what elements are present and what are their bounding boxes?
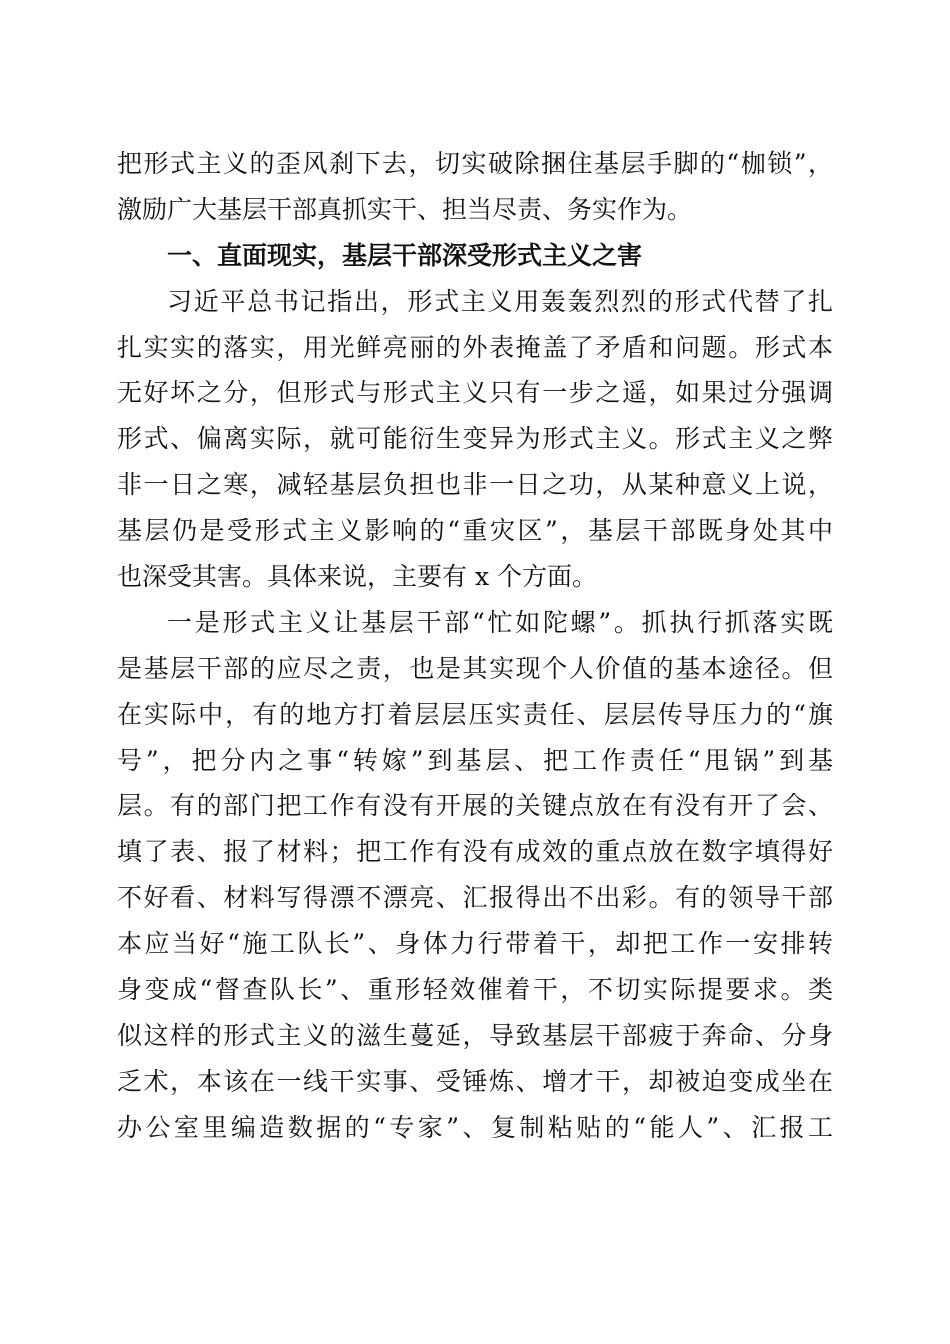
section-heading: 一、直面现实，基层干部深受形式主义之害 xyxy=(167,240,643,270)
text-line: 身变成“督查队长”、重形轻效催着干，不切实际提要求。类 xyxy=(117,975,833,1005)
text-line: 是基层干部的应尽之责，也是其实现个人价值的基本途径。但 xyxy=(117,653,833,683)
body-paragraph-2 xyxy=(117,600,833,1151)
text-line: 填了表、报了材料；把工作有没有成效的重点放在数字填得好 xyxy=(117,837,833,867)
text-line: 似这样的形式主义的滋生蔓延，导致基层干部疲于奔命、分身 xyxy=(117,1020,833,1050)
text-line: 不好看、材料写得漂不漂亮、汇报得出不出彩。有的领导干部 xyxy=(117,883,833,913)
text-line: 非一日之寒，减轻基层负担也非一日之功，从某种意义上说， xyxy=(117,470,833,500)
text-line: 一是形式主义让基层干部“忙如陀螺”。抓执行抓落实既 xyxy=(167,607,833,637)
intro-paragraph xyxy=(117,141,833,233)
document-body xyxy=(117,141,833,1151)
text-line: 乏术，本该在一线干实事、受锤炼、增才干，却被迫变成坐在 xyxy=(117,1066,833,1096)
text-line: 在实际中，有的地方打着层层压实责任、层层传导压力的“旗 xyxy=(117,699,833,729)
body-paragraph-1 xyxy=(117,279,833,600)
text-line: 习近平总书记指出，形式主义用轰轰烈烈的形式代替了扎 xyxy=(167,286,833,316)
text-line: 也深受其害。具体来说，主要有 x 个方面。 xyxy=(117,562,597,592)
text-line: 层。有的部门把工作有没有开展的关键点放在有没有开了会、 xyxy=(117,791,833,821)
text-line: 基层仍是受形式主义影响的“重灾区”，基层干部既身处其中 xyxy=(117,516,833,546)
text-line: 本应当好“施工队长”、身体力行带着干，却把工作一安排转 xyxy=(117,929,833,959)
text-line: 形式、偏离实际，就可能衍生变异为形式主义。形式主义之弊 xyxy=(117,424,833,454)
text-line: 号”，把分内之事“转嫁”到基层、把工作责任“甩锅”到基 xyxy=(117,745,833,775)
text-line: 激励广大基层干部真抓实干、担当尽责、务实作为。 xyxy=(117,194,693,224)
text-line: 无好坏之分，但形式与形式主义只有一步之遥，如果过分强调 xyxy=(117,378,833,408)
text-line: 办公室里编造数据的“专家”、复制粘贴的“能人”、汇报工 xyxy=(117,1112,833,1142)
text-line: 扎实实的落实，用光鲜亮丽的外表掩盖了矛盾和问题。形式本 xyxy=(117,332,833,362)
text-line: 把形式主义的歪风刹下去，切实破除捆住基层手脚的“枷锁”， xyxy=(117,149,833,178)
